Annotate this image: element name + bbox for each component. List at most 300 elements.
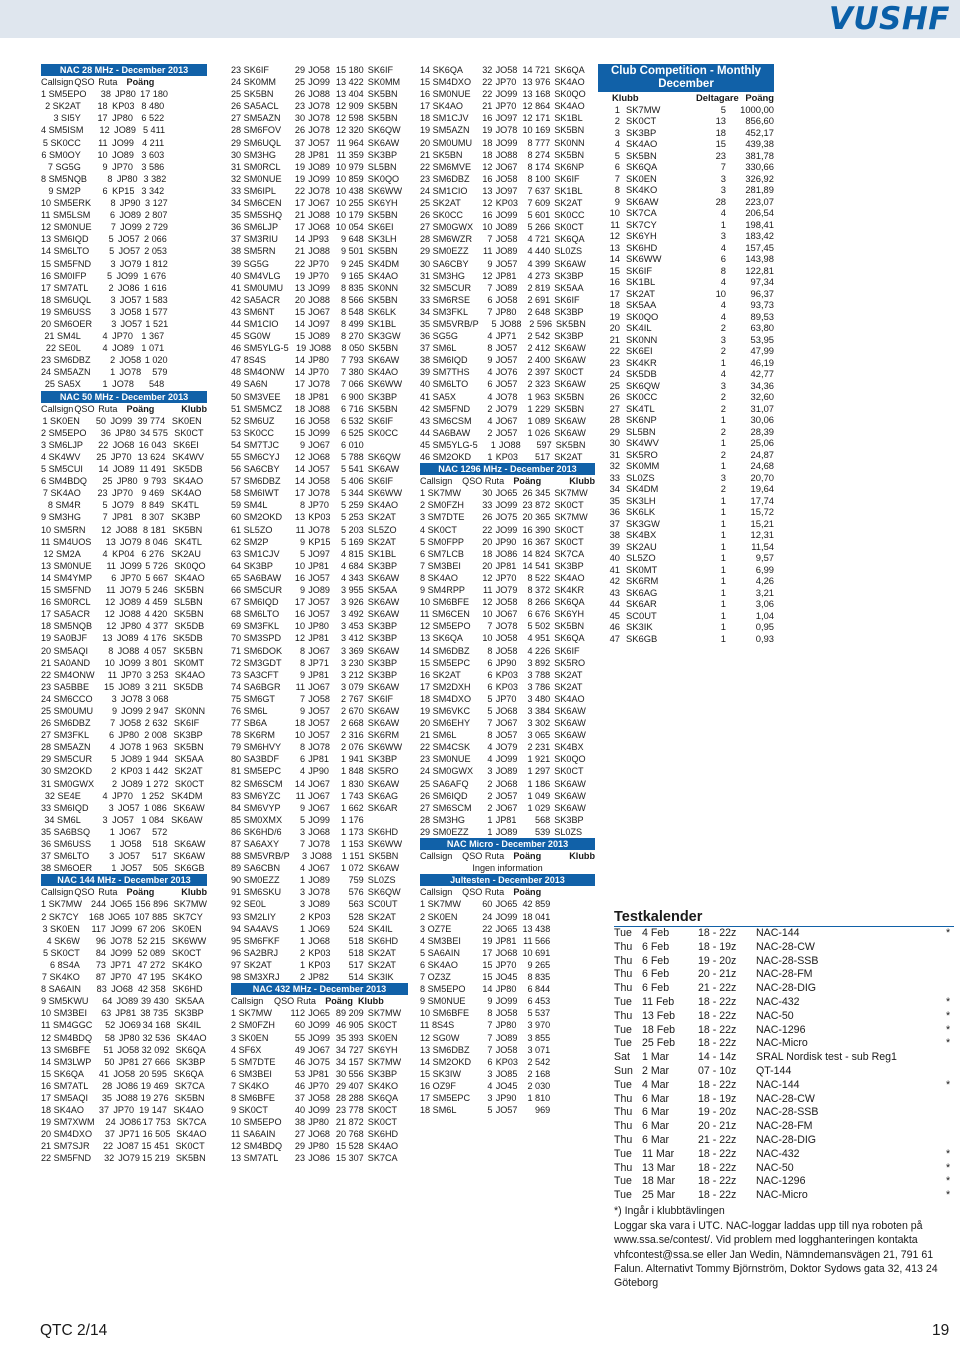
result-row	[231, 1092, 408, 1104]
contest-row	[614, 941, 954, 955]
club-points: 15,72	[750, 506, 774, 517]
result-row	[420, 947, 595, 959]
club: SK6AW	[367, 355, 400, 366]
result-row	[231, 64, 408, 76]
contest-row	[614, 1162, 954, 1176]
locator: JO78	[308, 113, 330, 124]
result-row	[231, 499, 408, 511]
contest-row	[614, 1175, 954, 1189]
locator: JO89	[495, 246, 518, 257]
club	[554, 1019, 595, 1031]
locator: JO67	[119, 826, 141, 837]
points: 8 050	[341, 343, 365, 354]
club: SL5BN	[173, 597, 203, 608]
locator: JO78	[308, 887, 330, 898]
placing-callsign: 61 SL5ZO	[231, 524, 273, 535]
placing-callsign: 6 SM7LCB	[420, 548, 464, 559]
qso-count: 4	[102, 548, 108, 559]
locator: JO57	[119, 294, 142, 305]
result-row	[41, 1044, 207, 1056]
qso-count: 9	[299, 536, 306, 547]
contest-name: NAC-28-CW	[756, 1092, 815, 1105]
result-row	[41, 1056, 207, 1068]
club-row	[598, 322, 774, 334]
points: 3 892	[527, 657, 551, 668]
points: 4 440	[527, 246, 551, 257]
placing-callsign: 12 SM4BDQ	[41, 1032, 93, 1043]
points: 3 342	[141, 185, 165, 196]
club-points: 122,81	[745, 264, 774, 276]
contest-day: Thu	[614, 954, 633, 967]
result-row	[231, 947, 408, 959]
result-row	[41, 778, 207, 790]
club: SK7MW	[367, 1008, 402, 1019]
placing-callsign: 12 SM0NUE	[41, 222, 92, 233]
points: 518	[348, 935, 364, 946]
placing-callsign: 22 SM4ONW	[41, 669, 95, 680]
club-points: 24,68	[750, 460, 774, 471]
qso-count: 28	[102, 1080, 113, 1091]
result-row	[41, 681, 207, 693]
points: 9 793	[143, 476, 167, 487]
locator: JO86	[119, 1117, 142, 1128]
points: 23 778	[335, 1105, 364, 1116]
points: 3 384	[527, 705, 551, 716]
qso-count: 13	[102, 633, 113, 644]
club: SK6AW	[367, 609, 400, 620]
points: 539	[535, 826, 551, 837]
result-row	[231, 657, 408, 669]
page-number: 19	[932, 1322, 950, 1339]
placing-callsign: 15 SK3IW	[420, 1068, 461, 1079]
locator: JO78	[308, 488, 330, 499]
club: SK4AO	[367, 500, 399, 511]
result-row	[231, 923, 408, 935]
placing-callsign: 13 SM7ATL	[231, 1153, 279, 1164]
club: SK6QA	[554, 234, 585, 245]
club-contest-marker: *	[946, 1161, 951, 1174]
qso-count: 12	[482, 572, 493, 583]
club-points: 46,19	[750, 356, 774, 368]
club-participants: 1	[720, 632, 726, 644]
club: SK5BN	[174, 1092, 205, 1103]
points: 4 459	[144, 597, 168, 608]
result-row	[41, 197, 207, 209]
club	[171, 378, 207, 390]
qso-count: 6	[487, 681, 493, 692]
result-row	[420, 729, 595, 741]
header-klubb: Klubb	[569, 851, 595, 862]
result-row	[231, 560, 408, 572]
header-poang-klubb	[506, 850, 595, 862]
locator: JO68	[111, 984, 133, 995]
locator: KP04	[112, 548, 135, 559]
contest-row	[614, 1010, 954, 1024]
locator: JO79	[495, 742, 518, 753]
club-participants: 2	[720, 448, 726, 460]
header-klubb	[541, 886, 595, 898]
result-row	[41, 282, 207, 294]
club-participants: 8	[720, 264, 726, 276]
club-participants: 7	[720, 161, 726, 172]
placing-callsign: 53 SK0CC	[231, 427, 274, 438]
club: SK3LH	[367, 234, 397, 245]
points: 5 788	[340, 452, 364, 462]
club-contest-marker	[946, 1093, 954, 1107]
result-row	[231, 318, 408, 330]
locator: JP80	[115, 427, 136, 438]
placing-callsign: 11 SM4GGC	[41, 1020, 93, 1031]
qso-count: 22	[482, 89, 493, 100]
club-contest-marker: *	[946, 1078, 951, 1091]
club-points: 452,17	[745, 126, 774, 138]
result-row	[231, 874, 408, 886]
placing-callsign: 38 SM5RN	[231, 246, 276, 257]
club: SK6AW	[554, 802, 586, 813]
qso-count: 2	[487, 427, 493, 438]
qso-count: 6	[487, 669, 493, 680]
club-points: 856,60	[745, 115, 774, 126]
club-row	[598, 299, 774, 311]
locator: JP70	[308, 500, 329, 511]
club-callsign: SK3LH	[626, 494, 656, 506]
contest-name: NAC-Micro	[756, 1037, 808, 1050]
placing-callsign: 4 SK6W	[46, 935, 80, 946]
placing-callsign: 60 SM2OKD	[231, 512, 283, 523]
section-title: NAC 432 MHz - December 2013	[231, 983, 408, 995]
qso-count: 11	[98, 137, 108, 148]
placing-callsign: 5 SM5CUI	[41, 464, 83, 475]
club-row	[598, 575, 774, 587]
qso-count: 18	[294, 391, 306, 402]
points: 8 777	[527, 137, 551, 148]
points: 16 505	[142, 1129, 171, 1140]
points: 3 603	[141, 149, 165, 160]
club: SK4AO	[367, 367, 399, 378]
qso-count: 11	[106, 560, 116, 571]
qso-count: 8	[108, 645, 114, 656]
result-row	[231, 717, 408, 729]
points: 8 835	[527, 972, 551, 983]
locator: JO68	[308, 452, 330, 462]
header-poang-klubb	[506, 475, 595, 487]
club: SK3GW	[367, 331, 401, 342]
result-row	[41, 161, 207, 173]
qso-count: 6	[487, 379, 493, 390]
qso-count: 52	[105, 1020, 116, 1031]
club-participants: 1	[720, 460, 726, 471]
club: SK5BN	[554, 391, 585, 402]
spacer	[164, 814, 171, 826]
qso-count: 7	[487, 1032, 493, 1043]
club-contest-marker: *	[946, 1037, 951, 1050]
club: SK7MW	[173, 899, 207, 910]
points: 9 245	[340, 258, 364, 269]
result-row	[231, 403, 408, 415]
spacer	[164, 137, 171, 149]
locator: JO99	[308, 173, 330, 184]
placing-callsign: 4 SM3BEI	[420, 935, 461, 946]
club-rank: 40	[609, 552, 620, 563]
points: 3 801	[144, 657, 168, 668]
club: SK4AO	[554, 693, 585, 704]
club	[554, 1080, 595, 1092]
club: SK4IL	[176, 1020, 202, 1031]
club: SK0CT	[174, 778, 205, 789]
points: 20 365	[522, 512, 551, 523]
result-row	[420, 197, 595, 209]
result-row	[231, 233, 408, 245]
locator: JO78	[308, 839, 330, 849]
club: SK5BN	[367, 246, 398, 257]
result-row	[41, 1019, 207, 1031]
placing-callsign: 7 SM3BEI	[420, 560, 461, 571]
club-points: 198,41	[745, 218, 774, 230]
header-qso: QSO	[462, 851, 483, 862]
club	[174, 294, 207, 306]
points: 10 979	[335, 161, 364, 172]
result-row	[420, 415, 595, 427]
placing-callsign: 16 SM0NUE	[420, 89, 471, 100]
club: SK1BL	[554, 185, 583, 196]
placing-callsign: 75 SM6GT	[231, 693, 275, 704]
qso-count: 12	[99, 125, 110, 136]
club-rank: 18	[609, 299, 620, 310]
result-row	[41, 790, 207, 802]
placing-callsign: 40 SM6LTO	[420, 379, 469, 390]
club: SK6WW	[367, 742, 403, 753]
club-contest-marker	[946, 941, 954, 955]
placing-callsign: 9 SM0NUE	[420, 996, 466, 1007]
points: 8 046	[145, 536, 168, 547]
placing-callsign: 20 SM6OER	[41, 318, 93, 329]
placing-callsign: 12 SM5EPO	[420, 621, 471, 632]
club: SK6GB	[174, 863, 205, 874]
club-row	[598, 357, 774, 369]
club: SK3BP	[554, 814, 584, 825]
points: 20 595	[139, 1068, 167, 1079]
result-row	[231, 1080, 408, 1092]
contest-date: 6 Feb	[642, 968, 670, 981]
club: SK5BN	[554, 125, 585, 136]
points: 3 212	[340, 669, 364, 680]
contest-date: 11 Mar	[642, 1147, 675, 1160]
club: SK0CT	[554, 524, 584, 535]
qso-count: 14	[294, 234, 306, 245]
qso-count: 10	[294, 730, 306, 741]
contest-date: 4 Feb	[642, 927, 670, 939]
qso-count: 17	[482, 947, 493, 958]
qso-count: 6	[102, 185, 108, 196]
locator: JO57	[495, 790, 518, 801]
magazine-title: VUSHF	[828, 1, 950, 37]
placing-callsign: 19 SA0BJF	[41, 633, 87, 644]
result-row	[420, 705, 595, 717]
qso-count: 2	[299, 947, 306, 958]
result-row	[41, 608, 207, 620]
club-callsign: SK6QW	[626, 379, 660, 391]
points: 1 089	[527, 415, 551, 426]
club: SK5DB	[172, 464, 203, 475]
club	[173, 282, 207, 294]
points: 13 976	[522, 77, 551, 88]
qso-count: 20	[294, 294, 306, 305]
placing-callsign: 13 SM6IQD	[41, 234, 89, 245]
points: 1 072	[340, 863, 364, 874]
club-row	[598, 633, 774, 645]
qso-count: 87	[95, 972, 106, 983]
club	[171, 330, 207, 342]
placing-callsign: 4 SK4WV	[41, 452, 81, 462]
spacer	[166, 983, 173, 995]
column-header-row	[41, 76, 207, 88]
club-participants: 1	[720, 563, 726, 575]
placing-callsign: 34 SM3FKL	[420, 306, 469, 317]
points: 5 344	[340, 488, 364, 499]
locator: JO57	[495, 343, 518, 354]
contest-row	[614, 1148, 954, 1162]
locator: JO68	[495, 705, 518, 716]
result-row	[41, 294, 207, 306]
contest-day: Thu	[614, 1133, 633, 1146]
result-row	[41, 427, 207, 439]
qso-count: 22	[482, 923, 493, 934]
points: 34 168	[142, 1020, 171, 1031]
locator: JO99	[308, 814, 330, 825]
contest-row	[614, 1065, 954, 1079]
club	[172, 124, 207, 136]
result-row	[41, 233, 207, 245]
club: SK4KR	[554, 585, 585, 596]
placing-callsign: 54 SM7TJC	[231, 439, 280, 450]
qso-count: 7	[487, 621, 493, 632]
qso-count: 10	[482, 633, 493, 644]
placing-callsign: 28 SM6WZR	[420, 234, 473, 245]
result-row	[41, 415, 207, 427]
points: 42 859	[522, 899, 551, 910]
points: 505	[152, 863, 168, 874]
locator: JO58	[308, 415, 330, 426]
club-participants: 1	[720, 598, 726, 609]
qso-count: 12	[106, 621, 117, 632]
club-points: 381,78	[745, 149, 774, 161]
placing-callsign: 50 SM3VEE	[231, 391, 281, 402]
qso-count: 13	[482, 185, 493, 196]
club: SK6AR	[367, 802, 398, 813]
qso-count: 16	[294, 415, 306, 426]
placing-callsign: 8 SM4R	[47, 500, 81, 511]
points: 8 548	[340, 306, 364, 317]
result-row	[420, 657, 595, 669]
result-row	[231, 511, 408, 523]
placing-callsign: 11 SM4UOS	[41, 536, 92, 547]
qso-count: 12	[482, 270, 493, 281]
points: 3 068	[145, 693, 169, 704]
placing-callsign: 1 SK7MW	[420, 899, 461, 910]
club: SK4AO	[554, 572, 585, 583]
club: SK3BP	[367, 1068, 398, 1079]
points: 35 393	[335, 1032, 364, 1043]
locator: JO88	[119, 609, 141, 620]
qso-count: 17	[294, 597, 306, 608]
placing-callsign: 84 SM6VYP	[231, 802, 281, 813]
qso-count: 19	[296, 343, 307, 354]
club-callsign: SL5BN	[626, 425, 656, 437]
points: 15 307	[335, 1153, 364, 1164]
locator: JP80	[112, 113, 133, 124]
placing-callsign: 3 SM6LJP	[41, 439, 83, 450]
result-row	[420, 645, 595, 657]
locator: JO97	[495, 185, 518, 196]
result-row	[41, 318, 207, 330]
locator: JO89	[112, 464, 135, 475]
qso-count: 18	[294, 718, 306, 729]
points: 8 307	[141, 512, 165, 523]
qso-count: 6	[111, 572, 117, 583]
result-row	[420, 548, 595, 560]
points: 19 147	[139, 1105, 167, 1116]
club: SK0EN	[367, 1032, 398, 1043]
testkalender-title: Testkalender	[614, 908, 954, 927]
club: SK4AO	[176, 1032, 207, 1043]
result-row	[420, 330, 595, 342]
placing-callsign: 16 OZ9F	[420, 1080, 456, 1091]
placing-callsign: 20 SM4DXO	[41, 1129, 93, 1140]
qso-count: 1	[102, 379, 108, 390]
points: 1 810	[527, 1092, 551, 1103]
club: SK5BN	[554, 149, 585, 160]
locator: JO67	[495, 609, 518, 620]
qso-count: 26	[482, 512, 493, 523]
locator: JO57	[495, 258, 518, 269]
club-rank: 26	[609, 391, 620, 402]
club-callsign: SK7CY	[626, 218, 657, 230]
qso-count: 8	[299, 742, 306, 753]
spacer	[164, 511, 171, 523]
result-row	[41, 475, 207, 487]
qso-count: 4	[487, 415, 493, 426]
club: SK4BX	[554, 742, 584, 753]
locator: JO65	[110, 899, 133, 910]
qso-count: 9	[299, 439, 306, 450]
club: SK6YH	[367, 198, 398, 209]
club-callsign: SK0MT	[626, 563, 658, 575]
club-points: 42,77	[750, 368, 774, 379]
points: 518	[348, 947, 364, 958]
placing-callsign: 13 SM6BFE	[41, 1044, 91, 1055]
club-points: 12,31	[750, 529, 774, 540]
points: 20 768	[335, 1129, 364, 1140]
club: SK6WW	[367, 185, 403, 196]
locator: JO57	[308, 718, 330, 729]
points: 6 844	[527, 984, 551, 995]
club: SK5BN	[367, 403, 398, 414]
club: SK0NN	[554, 137, 585, 148]
locator: JO89	[112, 343, 134, 354]
club-participants: 4	[720, 241, 726, 253]
spacer	[164, 487, 171, 499]
club-points: 47,99	[750, 345, 774, 356]
points: 7 380	[340, 367, 364, 378]
club-callsign: SL5ZO	[626, 552, 656, 563]
placing-callsign: 24 SM5AZN	[41, 367, 91, 378]
qso-count: 2	[111, 778, 118, 789]
placing-callsign: 96 SA2BRJ	[231, 947, 279, 958]
placing-callsign: 11 SM5LSM	[41, 210, 91, 221]
contest-time: 18 - 19z	[698, 940, 737, 953]
placing-callsign: 18 SM5NQB	[41, 621, 93, 632]
club-callsign: SK4WV	[626, 437, 659, 448]
